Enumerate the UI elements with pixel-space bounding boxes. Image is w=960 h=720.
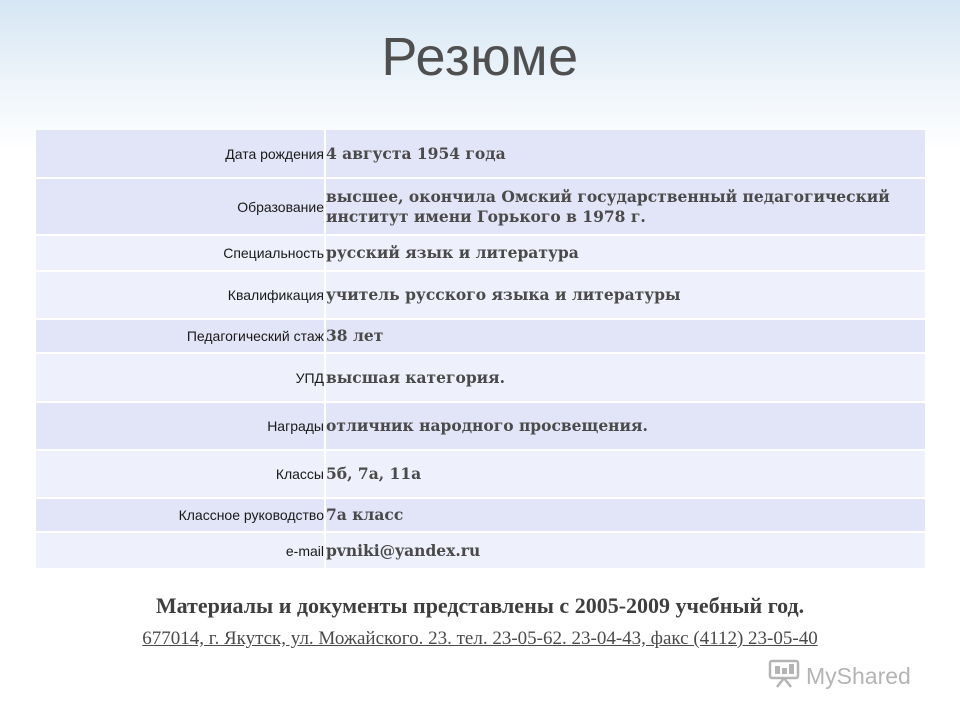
row-label: Классы <box>36 450 325 498</box>
row-value: учитель русского языка и литературы <box>325 271 925 319</box>
row-label: УПД <box>36 353 325 402</box>
presentation-board-icon <box>768 659 800 693</box>
table-row <box>36 130 925 178</box>
row-value: высшая категория. <box>325 353 925 402</box>
row-label: Классное руководство <box>36 498 325 532</box>
row-value: отличник народного просвещения. <box>325 402 925 450</box>
row-label: Награды <box>36 402 325 450</box>
table-row <box>36 178 925 235</box>
row-value: 4 августа 1954 года <box>325 130 925 178</box>
table-row <box>36 532 925 568</box>
row-label: Дата рождения <box>36 130 325 178</box>
page-title: Резюме <box>381 27 579 87</box>
row-value: высшее, окончила Омский государственный педагогический институт имени Горького в 1978 г. <box>325 178 925 235</box>
resume-table <box>36 130 925 568</box>
table-row <box>36 402 925 450</box>
row-label: e-mail <box>36 532 325 568</box>
row-value: 38 лет <box>325 319 925 353</box>
row-label: Образование <box>36 178 325 235</box>
table-row <box>36 353 925 402</box>
row-value: русский язык и литература <box>325 235 925 271</box>
table-row <box>36 271 925 319</box>
table-row <box>36 450 925 498</box>
brand-name: MyShared <box>806 662 911 689</box>
table-row <box>36 498 925 532</box>
materials-note: Материалы и документы представлены с 2005-2009 учебный год. <box>155 593 805 618</box>
table-row <box>36 319 925 353</box>
row-label: Педагогический стаж <box>36 319 325 353</box>
row-value: 5б, 7а, 11а <box>325 450 925 498</box>
brand-watermark <box>768 660 911 692</box>
table-row <box>36 235 925 271</box>
row-label: Квалификация <box>36 271 325 319</box>
row-value: 7а класс <box>325 498 925 532</box>
row-label: Специальность <box>36 235 325 271</box>
row-value: pvniki@yandex.ru <box>325 532 925 568</box>
contact-address: 677014, г. Якутск, ул. Можайского. 23. тел. 23-05-62. 23-04-43, факс (4112) 23-05-40 <box>142 628 818 649</box>
